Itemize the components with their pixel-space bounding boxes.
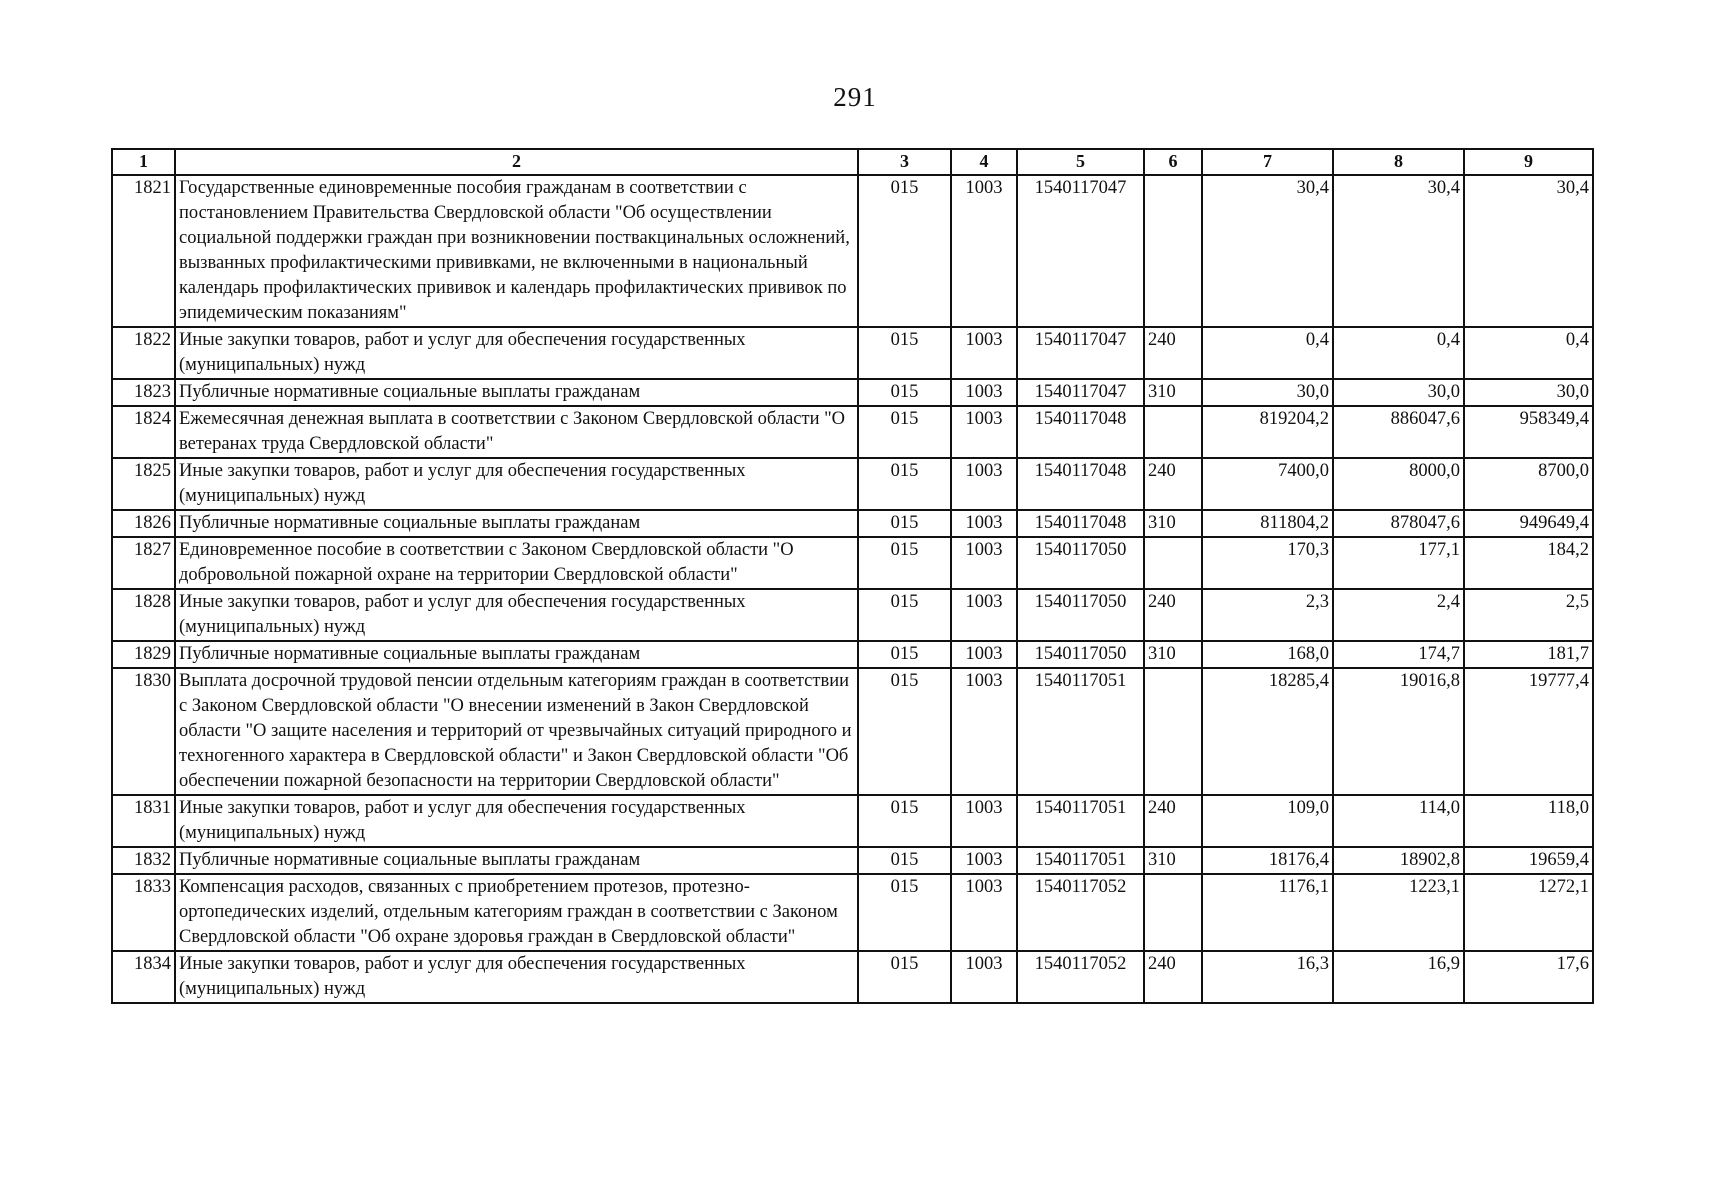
section-code: 1003: [951, 537, 1017, 589]
expense-type-code: [1144, 668, 1202, 795]
page-number: 291: [833, 82, 877, 112]
amount-year-3: 181,7: [1464, 641, 1593, 668]
department-code: 015: [858, 510, 951, 537]
column-header-1: 1: [112, 149, 175, 175]
amount-year-2: 0,4: [1333, 327, 1464, 379]
expense-name: Единовременное пособие в соответствии с Законом Свердловской области "О добровольной пожарной охране на территории Свердловской области": [175, 537, 858, 589]
department-code: 015: [858, 379, 951, 406]
expense-name: Ежемесячная денежная выплата в соответствии с Законом Свердловской области "О ветеранах труда Свердловской области": [175, 406, 858, 458]
row-number: 1832: [112, 847, 175, 874]
amount-year-1: 819204,2: [1202, 406, 1333, 458]
row-number: 1821: [112, 175, 175, 327]
amount-year-2: 886047,6: [1333, 406, 1464, 458]
column-header-5: 5: [1017, 149, 1144, 175]
amount-year-3: 19777,4: [1464, 668, 1593, 795]
amount-year-1: 811804,2: [1202, 510, 1333, 537]
amount-year-2: 878047,6: [1333, 510, 1464, 537]
section-code: 1003: [951, 847, 1017, 874]
amount-year-2: 30,0: [1333, 379, 1464, 406]
expense-type-code: [1144, 175, 1202, 327]
target-article-code: 1540117047: [1017, 175, 1144, 327]
amount-year-2: 8000,0: [1333, 458, 1464, 510]
table-row: [112, 874, 1593, 951]
department-code: 015: [858, 795, 951, 847]
target-article-code: 1540117051: [1017, 795, 1144, 847]
section-code: 1003: [951, 589, 1017, 641]
expense-type-code: 240: [1144, 458, 1202, 510]
amount-year-3: 30,4: [1464, 175, 1593, 327]
department-code: 015: [858, 874, 951, 951]
department-code: 015: [858, 847, 951, 874]
row-number: 1824: [112, 406, 175, 458]
expense-type-code: [1144, 537, 1202, 589]
expense-name: Иные закупки товаров, работ и услуг для обеспечения государственных (муниципальных) нужд: [175, 327, 858, 379]
target-article-code: 1540117050: [1017, 537, 1144, 589]
target-article-code: 1540117051: [1017, 668, 1144, 795]
column-header-7: 7: [1202, 149, 1333, 175]
amount-year-1: 30,0: [1202, 379, 1333, 406]
amount-year-2: 30,4: [1333, 175, 1464, 327]
amount-year-1: 30,4: [1202, 175, 1333, 327]
amount-year-1: 16,3: [1202, 951, 1333, 1003]
department-code: 015: [858, 537, 951, 589]
amount-year-1: 168,0: [1202, 641, 1333, 668]
column-header-9: 9: [1464, 149, 1593, 175]
section-code: 1003: [951, 510, 1017, 537]
target-article-code: 1540117047: [1017, 379, 1144, 406]
expense-type-code: 310: [1144, 379, 1202, 406]
amount-year-1: 18285,4: [1202, 668, 1333, 795]
column-header-4: 4: [951, 149, 1017, 175]
expense-name: Публичные нормативные социальные выплаты гражданам: [175, 641, 858, 668]
table-row: [112, 847, 1593, 874]
section-code: 1003: [951, 951, 1017, 1003]
expense-type-code: [1144, 874, 1202, 951]
expense-name: Иные закупки товаров, работ и услуг для обеспечения государственных (муниципальных) нужд: [175, 951, 858, 1003]
expense-name: Иные закупки товаров, работ и услуг для обеспечения государственных (муниципальных) нужд: [175, 795, 858, 847]
amount-year-1: 0,4: [1202, 327, 1333, 379]
amount-year-3: 949649,4: [1464, 510, 1593, 537]
amount-year-3: 17,6: [1464, 951, 1593, 1003]
expense-type-code: 240: [1144, 795, 1202, 847]
section-code: 1003: [951, 175, 1017, 327]
department-code: 015: [858, 589, 951, 641]
target-article-code: 1540117048: [1017, 406, 1144, 458]
amount-year-1: 18176,4: [1202, 847, 1333, 874]
section-code: 1003: [951, 874, 1017, 951]
amount-year-1: 109,0: [1202, 795, 1333, 847]
expense-name: Государственные единовременные пособия гражданам в соответствии с постановлением Правительства Свердловской области "Об осуществлении социальной поддержки граждан при возникновении поствакцинальных осложнений, вызванных профилактическими прививками, не включенными в национальный календарь профилактических прививок и календарь профилактических прививок по эпидемическим показаниям": [175, 175, 858, 327]
section-code: 1003: [951, 458, 1017, 510]
amount-year-2: 174,7: [1333, 641, 1464, 668]
section-code: 1003: [951, 379, 1017, 406]
column-header-8: 8: [1333, 149, 1464, 175]
table-row: [112, 951, 1593, 1003]
row-number: 1833: [112, 874, 175, 951]
amount-year-2: 114,0: [1333, 795, 1464, 847]
expense-name: Иные закупки товаров, работ и услуг для обеспечения государственных (муниципальных) нужд: [175, 458, 858, 510]
budget-table: [111, 148, 1594, 1004]
amount-year-3: 2,5: [1464, 589, 1593, 641]
amount-year-1: 2,3: [1202, 589, 1333, 641]
amount-year-1: 170,3: [1202, 537, 1333, 589]
table-row: [112, 458, 1593, 510]
expense-type-code: 240: [1144, 327, 1202, 379]
table-row: [112, 406, 1593, 458]
department-code: 015: [858, 458, 951, 510]
target-article-code: 1540117052: [1017, 951, 1144, 1003]
department-code: 015: [858, 668, 951, 795]
amount-year-3: 958349,4: [1464, 406, 1593, 458]
amount-year-3: 8700,0: [1464, 458, 1593, 510]
section-code: 1003: [951, 795, 1017, 847]
expense-name: Иные закупки товаров, работ и услуг для обеспечения государственных (муниципальных) нужд: [175, 589, 858, 641]
row-number: 1825: [112, 458, 175, 510]
header-row: [112, 149, 1593, 175]
department-code: 015: [858, 641, 951, 668]
department-code: 015: [858, 175, 951, 327]
target-article-code: 1540117051: [1017, 847, 1144, 874]
section-code: 1003: [951, 641, 1017, 668]
section-code: 1003: [951, 406, 1017, 458]
amount-year-3: 19659,4: [1464, 847, 1593, 874]
section-code: 1003: [951, 327, 1017, 379]
expense-type-code: 310: [1144, 847, 1202, 874]
department-code: 015: [858, 951, 951, 1003]
table-row: [112, 641, 1593, 668]
expense-type-code: 240: [1144, 951, 1202, 1003]
row-number: 1834: [112, 951, 175, 1003]
target-article-code: 1540117050: [1017, 589, 1144, 641]
expense-type-code: [1144, 406, 1202, 458]
row-number: 1829: [112, 641, 175, 668]
amount-year-2: 1223,1: [1333, 874, 1464, 951]
row-number: 1831: [112, 795, 175, 847]
table-row: [112, 379, 1593, 406]
amount-year-3: 118,0: [1464, 795, 1593, 847]
column-header-3: 3: [858, 149, 951, 175]
department-code: 015: [858, 406, 951, 458]
table-row: [112, 510, 1593, 537]
expense-type-code: 310: [1144, 641, 1202, 668]
target-article-code: 1540117048: [1017, 458, 1144, 510]
table-row: [112, 589, 1593, 641]
expense-name: Компенсация расходов, связанных с приобретением протезов, протезно-ортопедических изделий, отдельным категориям граждан в соответствии с Законом Свердловской области "Об охране здоровья граждан в Свердловской области": [175, 874, 858, 951]
row-number: 1822: [112, 327, 175, 379]
row-number: 1828: [112, 589, 175, 641]
amount-year-2: 16,9: [1333, 951, 1464, 1003]
table-body: [112, 175, 1593, 1003]
row-number: 1830: [112, 668, 175, 795]
amount-year-3: 30,0: [1464, 379, 1593, 406]
row-number: 1827: [112, 537, 175, 589]
target-article-code: 1540117052: [1017, 874, 1144, 951]
amount-year-2: 18902,8: [1333, 847, 1464, 874]
amount-year-3: 0,4: [1464, 327, 1593, 379]
department-code: 015: [858, 327, 951, 379]
column-header-6: 6: [1144, 149, 1202, 175]
row-number: 1823: [112, 379, 175, 406]
amount-year-2: 177,1: [1333, 537, 1464, 589]
target-article-code: 1540117047: [1017, 327, 1144, 379]
amount-year-1: 1176,1: [1202, 874, 1333, 951]
table-row: [112, 327, 1593, 379]
section-code: 1003: [951, 668, 1017, 795]
table-row: [112, 537, 1593, 589]
expense-name: Публичные нормативные социальные выплаты гражданам: [175, 379, 858, 406]
amount-year-1: 7400,0: [1202, 458, 1333, 510]
table-row: [112, 668, 1593, 795]
amount-year-2: 2,4: [1333, 589, 1464, 641]
target-article-code: 1540117050: [1017, 641, 1144, 668]
target-article-code: 1540117048: [1017, 510, 1144, 537]
expense-name: Публичные нормативные социальные выплаты гражданам: [175, 510, 858, 537]
table-row: [112, 795, 1593, 847]
expense-type-code: 310: [1144, 510, 1202, 537]
expense-name: Выплата досрочной трудовой пенсии отдельным категориям граждан в соответствии с Законом Свердловской области "О внесении изменений в Закон Свердловской области "О защите населения и территорий от чрезвычайных ситуаций природного и техногенного характера в Свердловской области" и Закон Свердловской области "Об обеспечении пожарной безопасности на территории Свердловской области": [175, 668, 858, 795]
amount-year-2: 19016,8: [1333, 668, 1464, 795]
table-row: [112, 175, 1593, 327]
column-header-2: 2: [175, 149, 858, 175]
expense-type-code: 240: [1144, 589, 1202, 641]
amount-year-3: 184,2: [1464, 537, 1593, 589]
expense-name: Публичные нормативные социальные выплаты гражданам: [175, 847, 858, 874]
amount-year-3: 1272,1: [1464, 874, 1593, 951]
row-number: 1826: [112, 510, 175, 537]
